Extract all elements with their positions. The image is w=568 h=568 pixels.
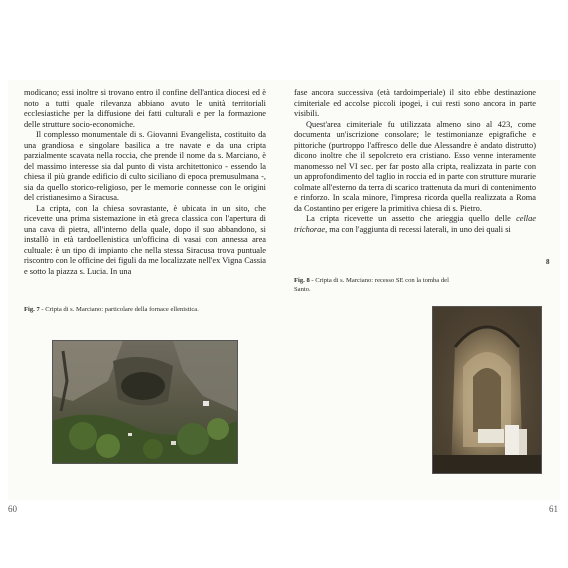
left-text-column xyxy=(24,88,266,277)
right-page xyxy=(284,80,560,514)
margin-note-number: 8 xyxy=(546,258,550,266)
figure-8-caption xyxy=(294,277,454,294)
figure-8-caption-text: - Cripta di s. Marciano: recesso SE con la tomba del Santo. xyxy=(294,277,449,293)
figure-7-caption-text: - Cripta di s. Marciano: particolare della fornace ellenistica. xyxy=(39,306,199,313)
right-text-column xyxy=(294,88,536,235)
page-number-left: 60 xyxy=(8,504,17,514)
left-paragraph-3: La cripta, con la chiesa sovrastante, è ubicata in un sito, che ricevette una prima sistemazione in età greca classica con l'apertura di una cava di pietra, all'interno della quale, dopo il suo abbandono, si installò in età tardoellenistica un'officina di vasai con annessa area cultuale: è un tipo di impianto che nella stessa Siracusa trova puntuale riscontro con le officine dei figuli da me localizzate nell'ex Vigna Cassia e sotto la piazza s. Lucia. In una xyxy=(24,203,266,276)
kiln-ruins-image xyxy=(53,341,237,463)
crypt-recess-image xyxy=(433,307,541,473)
figure-8-photo xyxy=(432,306,542,474)
left-paragraph-2: Il complesso monumentale di s. Giovanni Evangelista, costituito da una grandiosa e singolare basilica a tre navate e da una cripta parzialmente scavata nella roccia, che prende il nome da s. Marciano, è del massimo interesse sia dal punto di vista architettonico - essendo la chiesa il più grande edificio di culto siciliano di epoca premusulmana -, sia da quello storico-religioso, per le memorie connesse con le origini del cristianesimo a Siracusa. xyxy=(24,130,266,202)
right-paragraph-1: fase ancora successiva (età tardoimperiale) il sito ebbe destinazione cimiteriale ed accolse piccoli ipogei, i cui resti sono ancora in parte visibili. xyxy=(294,88,536,118)
figure-7-label: Fig. 7 xyxy=(24,306,40,313)
left-page xyxy=(8,80,285,514)
right-paragraph-3-italic: cellae trichorae xyxy=(294,214,536,234)
page-number-right: 61 xyxy=(549,504,558,514)
figure-7-photo xyxy=(52,340,238,464)
figure-8-label: Fig. 8 xyxy=(294,277,310,284)
right-paragraph-3-tail: , ma con l'aggiunta di recessi laterali, in uno dei quali si xyxy=(325,224,511,234)
left-paragraph-1: modicano; essi inoltre si trovano entro il confine dell'antica diocesi ed è noto a tutti quale rilevanza abbiano avuto le unità territoriali ecclesiastiche per la diffusione dei fatti culturali e per la formazione delle strutture socio-economiche. xyxy=(24,88,266,129)
right-paragraph-3 xyxy=(294,214,536,235)
right-paragraph-3-start: La cripta ricevette un assetto che arieggia quello delle xyxy=(306,214,511,223)
figure-7-caption xyxy=(24,306,266,315)
right-paragraph-2: Quest'area cimiteriale fu utilizzata almeno sino al 423, come documenta un'iscrizione consolare; le testimonianze epigrafiche e pittoriche (purtroppo l'affresco delle due Alessandre è andato distrutto) dicono inoltre che il sepolcreto era cristiano. Esso venne interamente manomesso nel VI sec. per far posto alla cripta, realizzata in parte con un approfondimento del taglio in roccia ed in parte con strutture murarie colmate all'esterno da terra di scarico trattenuta da muri di contenimento e rinforzo. In scala minore, l'impresa ricorda quella realizzata a Roma da Costantino per erigere la primitiva chiesa di s. Pietro. xyxy=(294,119,536,213)
